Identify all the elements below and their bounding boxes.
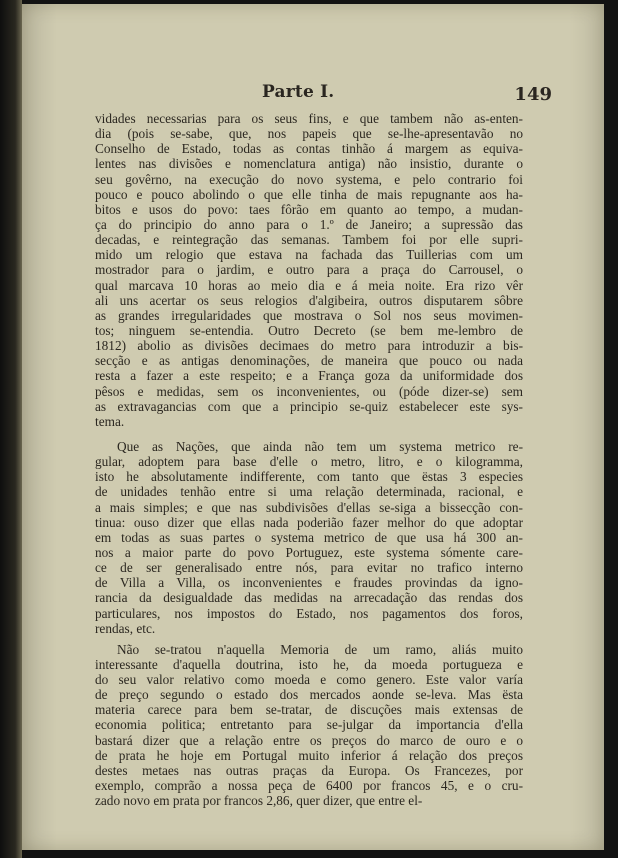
text-line: seu govêrno, na execução do novo systema, e pelo contrario foi <box>95 171 523 187</box>
text-line: decadas, e reintegração das semanas. Tambem foi por elle supri- <box>95 232 523 248</box>
text-line: as extravagancias com que a principio se-quiz estabelecer este sys- <box>95 398 523 414</box>
paragraph-2 <box>95 439 523 636</box>
text-line: ali uns acertar os seus relogios d'algibeira, outros disputarem sôbre <box>95 292 523 308</box>
text-line: tos; ninguem se-entendia. Outro Decreto (se bem me-lembro de <box>95 322 523 338</box>
text-line: ce de ser generalisado entre nós, para evitar no trafico interno <box>95 560 523 576</box>
text-line: rendas, etc. <box>95 620 156 636</box>
text-line: Não se-tratou n'aquella Memoria de um ramo, aliás muito <box>117 641 523 657</box>
text-line: qual marcava 10 horas ao meio dia e á meia noite. Era rizo vêr <box>95 277 523 293</box>
paragraph-1 <box>95 111 523 429</box>
text-line: tinua: ouso dizer que ellas nada poderião fazer melhor do que adoptar <box>95 514 523 530</box>
text-line: rancia da desigualdade das medidas na arrecadação das rendas dos <box>95 590 523 606</box>
text-line: resta a fazer a este respeito; e a França goza da uniformidade dos <box>95 368 523 384</box>
page-body <box>95 111 523 808</box>
text-line: destes metaes nas outras praças da Europa. Os Francezes, por <box>95 762 523 778</box>
paragraph-3 <box>95 642 523 809</box>
text-line: tema. <box>95 413 125 429</box>
text-line: do seu valor relativo como moeda e como genero. Este valor varía <box>95 672 523 688</box>
text-line: de preço segundo o estado dos mercados aonde se-leva. Mas ësta <box>95 687 523 703</box>
text-line: de prata he hoje em Portugal muito inferior á relação dos preços <box>95 747 523 763</box>
text-line: particulares, nos impostos do Estado, nos pagamentos dos foros, <box>95 605 523 621</box>
text-line: interessante d'aquella doutrina, isto he, da moeda portugueza e <box>95 656 523 672</box>
text-line: bastará dizer que a relação entre os preços do marco de ouro e o <box>95 732 523 748</box>
text-line: a mais simples; e que nas subdivisões d'ellas se-siga a bissecção con- <box>95 499 523 515</box>
text-line: economia politica; entretanto para se-julgar da importancia d'ella <box>95 717 523 733</box>
text-line: Conselho de Estado, todas as contas tinhão á margem as equiva- <box>95 141 523 157</box>
text-line: pouco e pouco abolindo o que elle tinha de mais repugnante aos ha- <box>95 186 523 202</box>
text-line: vidades necessarias para os seus fins, e que tambem não as-enten- <box>95 111 523 126</box>
text-line: mido um relogio que estava na fachada das Tuillerias com um <box>95 247 523 263</box>
text-line: zado novo em prata por francos 2,86, quer dizer, que entre el- <box>95 793 423 809</box>
text-line: ça do principio do anno para o 1.º de Janeiro; a supressão das <box>95 216 523 232</box>
text-line: nos a maior parte do povo Portuguez, este systema sómente care- <box>95 544 523 560</box>
text-line: 1812) abolio as divisões decimaes do metro para introduzir a bis- <box>95 338 523 354</box>
text-line: de Villa a Villa, os inconvenientes e fraudes provindas da igno- <box>95 575 523 591</box>
page-header <box>90 82 552 108</box>
text-line: Que as Nações, que ainda não tem um systema metrico re- <box>117 438 523 454</box>
text-line: exemplo, comprão a nossa peça de 6400 por francos 45, e o cru- <box>95 778 523 794</box>
text-line: as grandes irregularidades que mostrava o Sol nos seus movimen- <box>95 307 523 323</box>
text-line: em todas as suas partes o systema metrico de que usa há 300 an- <box>95 529 523 545</box>
text-line: gular, adoptem para base d'elle o metro, litro, e o kilogramma, <box>95 454 523 470</box>
text-line: mostrador para o jardim, e outro para a praça do Carrousel, o <box>95 262 523 278</box>
book-gutter <box>0 0 22 858</box>
text-line: dia (pois se-sabe, que, nos papeis que se-lhe-apresentavão no <box>95 126 523 142</box>
running-head: Parte I. <box>262 82 335 102</box>
text-line: pêsos e medidas, sem os inconvenientes, ou (póde dizer-se) sem <box>95 383 523 399</box>
text-line: bitos e usos do povo: taes fôrão em quanto ao tempo, a mudan- <box>95 201 523 217</box>
page-number: 149 <box>514 84 552 105</box>
text-line: materia carece para bem se-tratar, de discuções mais extensas de <box>95 702 523 718</box>
text-line: isto he absolutamente indifferente, com tanto que ëstas 3 especies <box>95 469 523 485</box>
text-line: de unidades tenhão entre si uma relação determinada, racional, e <box>95 484 523 500</box>
text-line: secção e as antigas denominações, de maneira que pouco ou nada <box>95 353 523 369</box>
text-line: lentes nas divisões e nomenclatura antiga) não insistio, durante o <box>95 156 523 172</box>
